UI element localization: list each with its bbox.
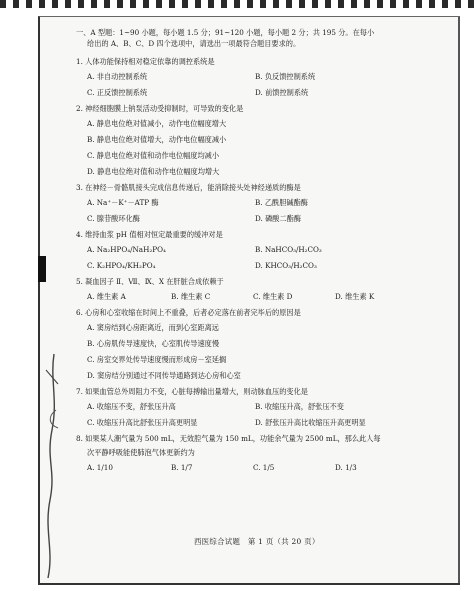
question-3 [76, 182, 475, 229]
question-stem: 8. 如果某人潮气量为 500 mL，无效腔气量为 150 mL，功能余气量为 2500 mL，那么此人每 [76, 434, 381, 443]
question-1 [76, 56, 475, 103]
option-a: A. Na⁺－K⁺－ATP 酶 [87, 198, 159, 207]
question-stem: 1. 人体功能保持相对稳定依靠的调控系统是 [76, 57, 215, 66]
option-d: D. 舒张压升高比收缩压升高更明显 [255, 418, 366, 427]
instruction-line-1: 一、A 型题：1~90 小题，每小题 1.5 分；91~120 小题，每小题 2 分；共 195 分。在每小 [76, 28, 375, 37]
option-a: A. 1/10 [87, 463, 113, 472]
margin-scribble-mark [40, 350, 70, 580]
question-7 [76, 386, 475, 433]
question-stem: 2. 神经细胞膜上钠泵活动受抑制时，可导致的变化是 [76, 104, 244, 113]
question-5 [76, 276, 475, 307]
question-stem: 4. 维持血浆 pH 值相对恒定最重要的缓冲对是 [76, 230, 223, 239]
option-d: D. 窦房结分别通过不同传导通路到达心房和心室 [87, 371, 241, 380]
option-c: C. 正反馈控制系统 [87, 88, 148, 97]
section-instructions [76, 27, 475, 49]
option-a: A. Na₂HPO₄/NaH₂PO₄ [87, 245, 166, 254]
question-stem: 5. 凝血因子 Ⅱ、Ⅶ、Ⅸ、Ⅹ 在肝脏合成依赖于 [76, 277, 224, 286]
option-b: B. NaHCO₃/H₂CO₃ [255, 245, 322, 254]
option-c: C. 静息电位绝对值和动作电位幅度均减小 [87, 151, 220, 160]
exam-content [76, 27, 475, 478]
option-a: A. 收缩压不变，舒张压升高 [87, 402, 176, 411]
option-c: C. K₂HPO₄/KH₂PO₄ [87, 261, 156, 270]
option-b: B. 收缩压升高，舒张压不变 [255, 402, 344, 411]
option-d: D. 维生素 K [335, 292, 375, 301]
option-c: C. 维生素 D [253, 292, 293, 301]
option-d: D. 1/3 [335, 463, 357, 472]
option-b: B. 1/7 [171, 463, 193, 472]
option-d: D. KHCO₃/H₂CO₃ [255, 261, 317, 270]
option-c: C. 房室交界处传导速度慢而形成房－室延搁 [87, 355, 227, 364]
page-footer: 西医综合试题 第 1 页（共 20 页） [194, 537, 320, 546]
question-4 [76, 229, 475, 276]
instruction-line-2: 给出的 A、B、C、D 四个选项中，请选出一项最符合题目要求的。 [87, 39, 301, 48]
option-a: A. 窦房结到心房距离近，而到心室距离远 [87, 323, 219, 332]
option-b: B. 乙酰胆碱酯酶 [255, 198, 308, 207]
question-8 [76, 433, 475, 478]
question-stem: 7. 如果血管总外周阻力不变，心脏每搏输出量增大，则动脉血压的变化是 [76, 387, 308, 396]
option-b: B. 负反馈控制系统 [255, 72, 316, 81]
option-d: D. 静息电位绝对值和动作电位幅度均增大 [87, 167, 220, 176]
question-stem: 3. 在神经－骨骼肌接头完成信息传递后，能消除接头处神经递质的酶是 [76, 183, 301, 192]
option-b: B. 心房肌传导速度快，心室肌传导速度慢 [87, 339, 220, 348]
option-a: A. 非自动控制系统 [87, 72, 148, 81]
question-2 [76, 103, 475, 182]
option-b: B. 静息电位绝对值增大，动作电位幅度减小 [87, 135, 227, 144]
question-stem: 6. 心房和心室收缩在时间上不重叠，后者必定落在前者完毕后的原因是 [76, 308, 301, 317]
question-6 [76, 307, 475, 386]
option-d: D. 前馈控制系统 [255, 88, 309, 97]
option-c: C. 1/5 [253, 463, 275, 472]
option-c: C. 收缩压升高比舒张压升高更明显 [87, 418, 198, 427]
binding-edge [0, 0, 475, 8]
scan-marker [38, 256, 46, 282]
option-b: B. 维生素 C [171, 292, 211, 301]
question-stem-continued: 次平静呼吸能使肺泡气体更新约为 [87, 448, 195, 457]
option-a: A. 静息电位绝对值减小，动作电位幅度增大 [87, 119, 227, 128]
option-c: C. 腺苷酸环化酶 [87, 214, 140, 223]
option-d: D. 磷酸二酯酶 [255, 214, 302, 223]
option-a: A. 维生素 A [87, 292, 126, 301]
